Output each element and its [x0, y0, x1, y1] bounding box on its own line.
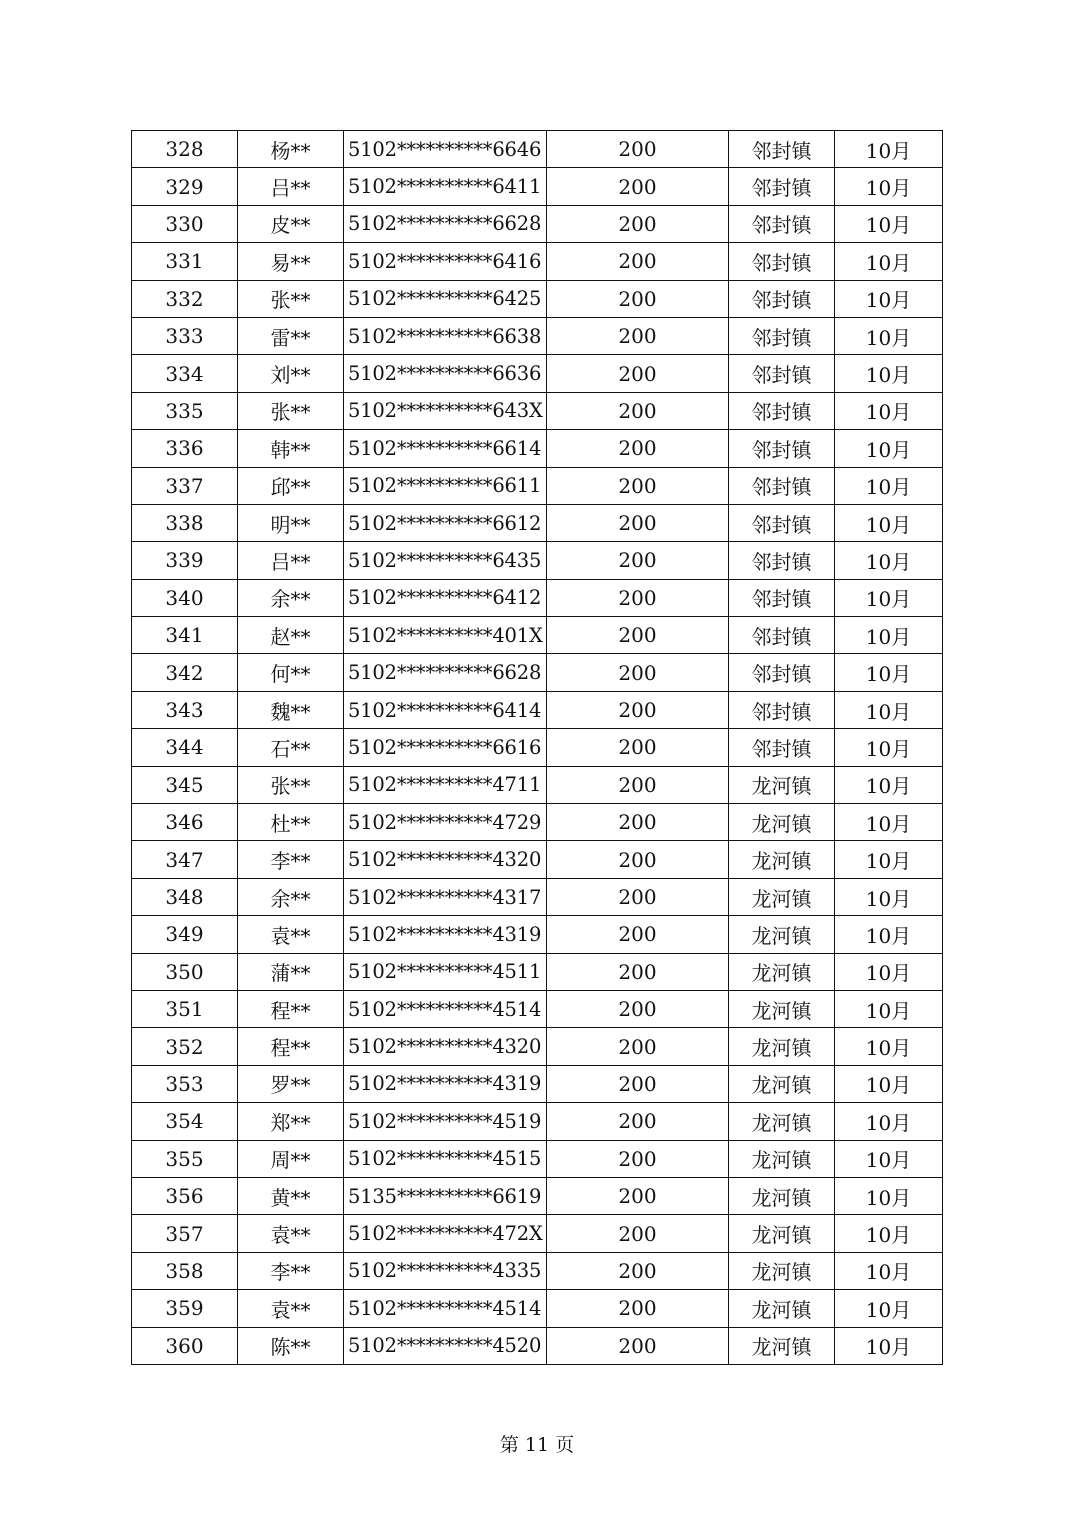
month-cell: 10月: [835, 467, 943, 504]
month-cell: 10月: [835, 243, 943, 280]
id-number-cell: 5102**********6638: [344, 317, 547, 354]
id-number-cell: 5102**********6636: [344, 355, 547, 392]
seq-cell: 350: [132, 953, 238, 990]
id-number-cell: 5102**********6646: [344, 131, 547, 168]
id-number-cell: 5102**********6412: [344, 579, 547, 616]
id-number-cell: 5102**********4319: [344, 916, 547, 953]
page-number: 第 11 页: [499, 1434, 575, 1456]
amount-cell: 200: [547, 430, 729, 467]
id-number-cell: 5102**********6435: [344, 542, 547, 579]
table-row: [132, 766, 943, 803]
id-number-cell: 5102**********4519: [344, 1103, 547, 1140]
amount-cell: 200: [547, 804, 729, 841]
town-cell: 龙河镇: [729, 1327, 835, 1364]
month-cell: 10月: [835, 168, 943, 205]
amount-cell: 200: [547, 1290, 729, 1327]
town-cell: 龙河镇: [729, 766, 835, 803]
town-cell: 邻封镇: [729, 729, 835, 766]
id-number-cell: 5102**********643X: [344, 392, 547, 429]
table-row: [132, 1065, 943, 1102]
town-cell: 邻封镇: [729, 205, 835, 242]
amount-cell: 200: [547, 953, 729, 990]
table-row: [132, 467, 943, 504]
name-cell: 韩**: [238, 430, 344, 467]
id-number-cell: 5102**********6611: [344, 467, 547, 504]
town-cell: 龙河镇: [729, 841, 835, 878]
month-cell: 10月: [835, 1028, 943, 1065]
table-row: [132, 1028, 943, 1065]
seq-cell: 336: [132, 430, 238, 467]
id-number-cell: 5102**********6414: [344, 691, 547, 728]
name-cell: 皮**: [238, 205, 344, 242]
table-row: [132, 878, 943, 915]
seq-cell: 345: [132, 766, 238, 803]
seq-cell: 340: [132, 579, 238, 616]
table-body: [132, 131, 943, 1365]
table-row: [132, 691, 943, 728]
seq-cell: 355: [132, 1140, 238, 1177]
seq-cell: 348: [132, 878, 238, 915]
town-cell: 龙河镇: [729, 953, 835, 990]
name-cell: 张**: [238, 766, 344, 803]
table-row: [132, 392, 943, 429]
seq-cell: 337: [132, 467, 238, 504]
name-cell: 石**: [238, 729, 344, 766]
town-cell: 邻封镇: [729, 691, 835, 728]
amount-cell: 200: [547, 1177, 729, 1214]
id-number-cell: 5102**********4317: [344, 878, 547, 915]
id-number-cell: 5102**********472X: [344, 1215, 547, 1252]
amount-cell: 200: [547, 729, 729, 766]
amount-cell: 200: [547, 467, 729, 504]
month-cell: 10月: [835, 1252, 943, 1289]
month-cell: 10月: [835, 841, 943, 878]
seq-cell: 332: [132, 280, 238, 317]
name-cell: 易**: [238, 243, 344, 280]
seq-cell: 347: [132, 841, 238, 878]
name-cell: 李**: [238, 1252, 344, 1289]
name-cell: 蒲**: [238, 953, 344, 990]
seq-cell: 343: [132, 691, 238, 728]
seq-cell: 331: [132, 243, 238, 280]
name-cell: 张**: [238, 392, 344, 429]
amount-cell: 200: [547, 355, 729, 392]
month-cell: 10月: [835, 205, 943, 242]
town-cell: 龙河镇: [729, 1215, 835, 1252]
town-cell: 邻封镇: [729, 392, 835, 429]
table-row: [132, 841, 943, 878]
table-row: [132, 1252, 943, 1289]
name-cell: 杨**: [238, 131, 344, 168]
name-cell: 余**: [238, 579, 344, 616]
name-cell: 陈**: [238, 1327, 344, 1364]
amount-cell: 200: [547, 1103, 729, 1140]
seq-cell: 356: [132, 1177, 238, 1214]
amount-cell: 200: [547, 990, 729, 1027]
town-cell: 邻封镇: [729, 542, 835, 579]
amount-cell: 200: [547, 1327, 729, 1364]
month-cell: 10月: [835, 1065, 943, 1102]
town-cell: 邻封镇: [729, 430, 835, 467]
table-row: [132, 504, 943, 541]
table-row: [132, 654, 943, 691]
name-cell: 罗**: [238, 1065, 344, 1102]
id-number-cell: 5102**********6614: [344, 430, 547, 467]
name-cell: 黄**: [238, 1177, 344, 1214]
month-cell: 10月: [835, 579, 943, 616]
name-cell: 周**: [238, 1140, 344, 1177]
id-number-cell: 5102**********4320: [344, 841, 547, 878]
id-number-cell: 5135**********6619: [344, 1177, 547, 1214]
name-cell: 张**: [238, 280, 344, 317]
id-number-cell: 5102**********401X: [344, 617, 547, 654]
month-cell: 10月: [835, 617, 943, 654]
seq-cell: 335: [132, 392, 238, 429]
town-cell: 龙河镇: [729, 916, 835, 953]
name-cell: 余**: [238, 878, 344, 915]
seq-cell: 352: [132, 1028, 238, 1065]
amount-cell: 200: [547, 654, 729, 691]
month-cell: 10月: [835, 317, 943, 354]
seq-cell: 353: [132, 1065, 238, 1102]
id-number-cell: 5102**********6628: [344, 205, 547, 242]
amount-cell: 200: [547, 691, 729, 728]
amount-cell: 200: [547, 579, 729, 616]
month-cell: 10月: [835, 392, 943, 429]
table-row: [132, 1140, 943, 1177]
amount-cell: 200: [547, 916, 729, 953]
table-row: [132, 916, 943, 953]
name-cell: 吕**: [238, 542, 344, 579]
table-row: [132, 804, 943, 841]
month-cell: 10月: [835, 691, 943, 728]
name-cell: 程**: [238, 1028, 344, 1065]
month-cell: 10月: [835, 1103, 943, 1140]
table-row: [132, 542, 943, 579]
table-row: [132, 168, 943, 205]
seq-cell: 357: [132, 1215, 238, 1252]
town-cell: 邻封镇: [729, 243, 835, 280]
seq-cell: 342: [132, 654, 238, 691]
month-cell: 10月: [835, 430, 943, 467]
month-cell: 10月: [835, 504, 943, 541]
town-cell: 邻封镇: [729, 168, 835, 205]
town-cell: 龙河镇: [729, 804, 835, 841]
month-cell: 10月: [835, 542, 943, 579]
seq-cell: 359: [132, 1290, 238, 1327]
seq-cell: 339: [132, 542, 238, 579]
seq-cell: 346: [132, 804, 238, 841]
seq-cell: 338: [132, 504, 238, 541]
town-cell: 邻封镇: [729, 617, 835, 654]
month-cell: 10月: [835, 766, 943, 803]
table-row: [132, 1327, 943, 1364]
town-cell: 龙河镇: [729, 1140, 835, 1177]
seq-cell: 349: [132, 916, 238, 953]
town-cell: 邻封镇: [729, 131, 835, 168]
amount-cell: 200: [547, 542, 729, 579]
amount-cell: 200: [547, 1028, 729, 1065]
amount-cell: 200: [547, 205, 729, 242]
table-row: [132, 205, 943, 242]
town-cell: 邻封镇: [729, 280, 835, 317]
table-row: [132, 1177, 943, 1214]
town-cell: 邻封镇: [729, 355, 835, 392]
name-cell: 赵**: [238, 617, 344, 654]
name-cell: 袁**: [238, 1215, 344, 1252]
town-cell: 龙河镇: [729, 1103, 835, 1140]
amount-cell: 200: [547, 1140, 729, 1177]
seq-cell: 330: [132, 205, 238, 242]
id-number-cell: 5102**********4514: [344, 990, 547, 1027]
name-cell: 袁**: [238, 916, 344, 953]
table-row: [132, 131, 943, 168]
amount-cell: 200: [547, 617, 729, 654]
id-number-cell: 5102**********6411: [344, 168, 547, 205]
month-cell: 10月: [835, 729, 943, 766]
id-number-cell: 5102**********4711: [344, 766, 547, 803]
table-row: [132, 280, 943, 317]
town-cell: 邻封镇: [729, 579, 835, 616]
amount-cell: 200: [547, 131, 729, 168]
seq-cell: 358: [132, 1252, 238, 1289]
town-cell: 龙河镇: [729, 1290, 835, 1327]
amount-cell: 200: [547, 1252, 729, 1289]
id-number-cell: 5102**********4320: [344, 1028, 547, 1065]
name-cell: 杜**: [238, 804, 344, 841]
id-number-cell: 5102**********4511: [344, 953, 547, 990]
seq-cell: 354: [132, 1103, 238, 1140]
amount-cell: 200: [547, 168, 729, 205]
seq-cell: 344: [132, 729, 238, 766]
month-cell: 10月: [835, 990, 943, 1027]
table-row: [132, 1103, 943, 1140]
table-row: [132, 579, 943, 616]
name-cell: 刘**: [238, 355, 344, 392]
amount-cell: 200: [547, 1065, 729, 1102]
table-row: [132, 617, 943, 654]
table-row: [132, 317, 943, 354]
seq-cell: 351: [132, 990, 238, 1027]
table-row: [132, 1215, 943, 1252]
town-cell: 龙河镇: [729, 1028, 835, 1065]
id-number-cell: 5102**********4515: [344, 1140, 547, 1177]
table-row: [132, 243, 943, 280]
town-cell: 邻封镇: [729, 654, 835, 691]
seq-cell: 333: [132, 317, 238, 354]
amount-cell: 200: [547, 280, 729, 317]
town-cell: 邻封镇: [729, 504, 835, 541]
town-cell: 龙河镇: [729, 1177, 835, 1214]
seq-cell: 334: [132, 355, 238, 392]
month-cell: 10月: [835, 878, 943, 915]
id-number-cell: 5102**********6628: [344, 654, 547, 691]
table-row: [132, 953, 943, 990]
month-cell: 10月: [835, 1327, 943, 1364]
id-number-cell: 5102**********6425: [344, 280, 547, 317]
name-cell: 何**: [238, 654, 344, 691]
name-cell: 雷**: [238, 317, 344, 354]
month-cell: 10月: [835, 1290, 943, 1327]
id-number-cell: 5102**********6612: [344, 504, 547, 541]
town-cell: 龙河镇: [729, 990, 835, 1027]
month-cell: 10月: [835, 131, 943, 168]
town-cell: 邻封镇: [729, 467, 835, 504]
month-cell: 10月: [835, 1177, 943, 1214]
name-cell: 郑**: [238, 1103, 344, 1140]
name-cell: 明**: [238, 504, 344, 541]
id-number-cell: 5102**********4729: [344, 804, 547, 841]
amount-cell: 200: [547, 841, 729, 878]
town-cell: 龙河镇: [729, 1065, 835, 1102]
table-row: [132, 430, 943, 467]
id-number-cell: 5102**********4514: [344, 1290, 547, 1327]
name-cell: 袁**: [238, 1290, 344, 1327]
town-cell: 邻封镇: [729, 317, 835, 354]
name-cell: 李**: [238, 841, 344, 878]
month-cell: 10月: [835, 1140, 943, 1177]
seq-cell: 341: [132, 617, 238, 654]
table-row: [132, 355, 943, 392]
table-row: [132, 990, 943, 1027]
town-cell: 龙河镇: [729, 1252, 835, 1289]
table-row: [132, 729, 943, 766]
data-table: [131, 130, 943, 1365]
amount-cell: 200: [547, 766, 729, 803]
id-number-cell: 5102**********4520: [344, 1327, 547, 1364]
id-number-cell: 5102**********4319: [344, 1065, 547, 1102]
name-cell: 吕**: [238, 168, 344, 205]
name-cell: 魏**: [238, 691, 344, 728]
seq-cell: 329: [132, 168, 238, 205]
name-cell: 程**: [238, 990, 344, 1027]
month-cell: 10月: [835, 916, 943, 953]
amount-cell: 200: [547, 504, 729, 541]
amount-cell: 200: [547, 317, 729, 354]
name-cell: 邱**: [238, 467, 344, 504]
id-number-cell: 5102**********6616: [344, 729, 547, 766]
id-number-cell: 5102**********4335: [344, 1252, 547, 1289]
amount-cell: 200: [547, 878, 729, 915]
amount-cell: 200: [547, 392, 729, 429]
month-cell: 10月: [835, 1215, 943, 1252]
table-row: [132, 1290, 943, 1327]
month-cell: 10月: [835, 280, 943, 317]
month-cell: 10月: [835, 953, 943, 990]
seq-cell: 360: [132, 1327, 238, 1364]
amount-cell: 200: [547, 243, 729, 280]
month-cell: 10月: [835, 804, 943, 841]
seq-cell: 328: [132, 131, 238, 168]
month-cell: 10月: [835, 355, 943, 392]
month-cell: 10月: [835, 654, 943, 691]
town-cell: 龙河镇: [729, 878, 835, 915]
id-number-cell: 5102**********6416: [344, 243, 547, 280]
amount-cell: 200: [547, 1215, 729, 1252]
